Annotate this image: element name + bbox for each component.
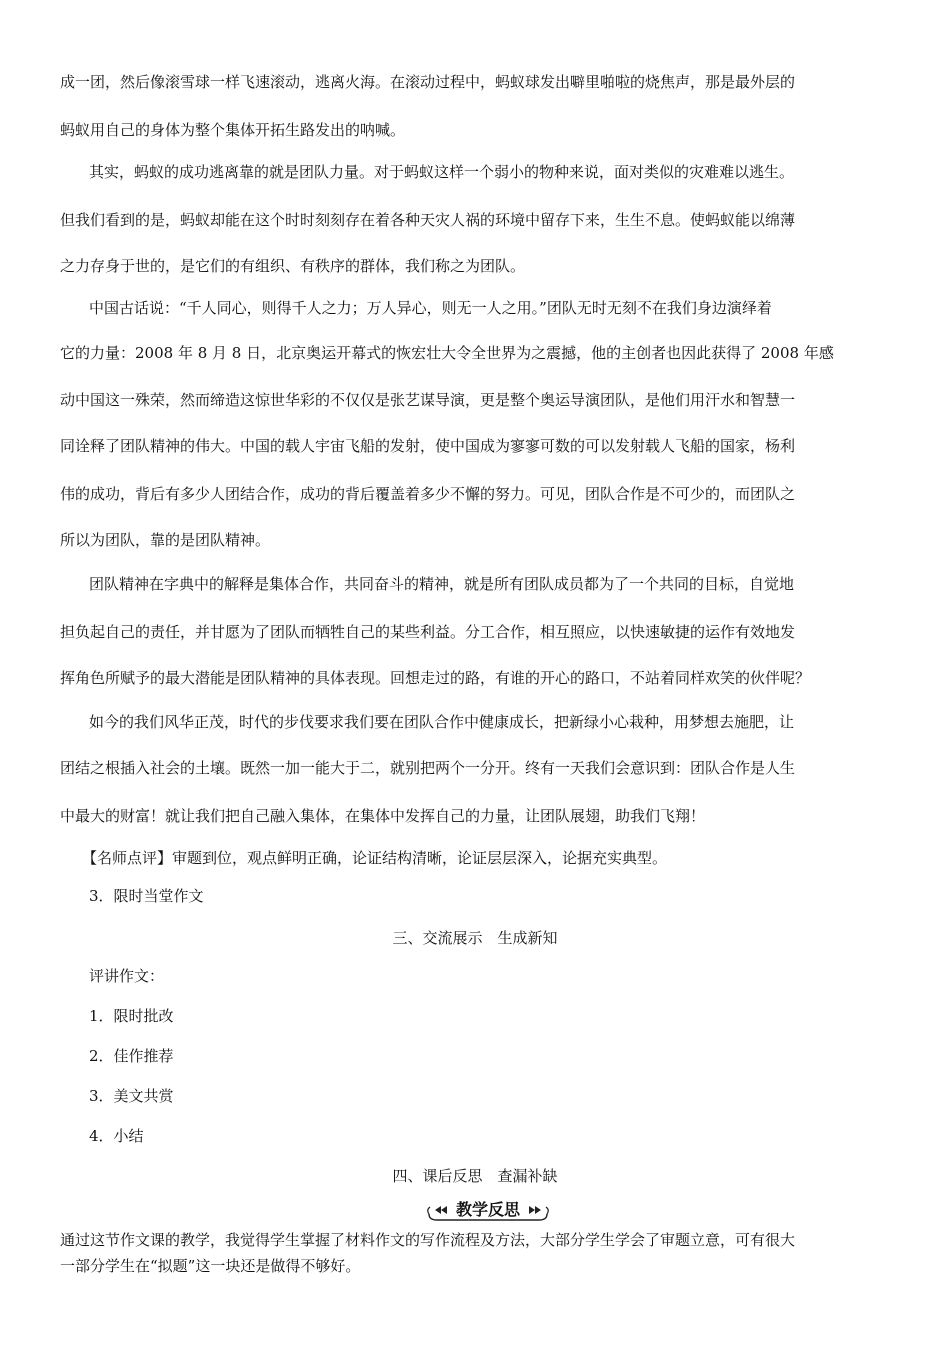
text-line: 挥角色所赋予的最大潜能是团队精神的具体表现。回想走过的路，有谁的开心的路口，不站着同样欢笑的伙伴呢？ — [60, 669, 811, 687]
text-line: 团队精神在字典中的解释是集体合作，共同奋斗的精神，就是所有团队成员都为了一个共同的目标，自觉地 — [89, 575, 795, 593]
text-line: 它的力量：2008 年 8 月 8 日，北京奥运开幕式的恢宏壮大令全世界为之震撼，他的主创者也因此获得了 2008 年感 — [60, 344, 834, 362]
text-line: 中最大的财富！就让我们把自己融入集体，在集体中发挥自己的力量，让团队展翅，助我们飞翔！ — [60, 807, 706, 825]
list-item: 3．美文共赏 — [89, 1087, 174, 1105]
teacher-comment: 【名师点评】审题到位，观点鲜明正确，论证结构清晰，论证层层深入，论据充实典型。 — [82, 849, 668, 867]
list-item: 4．小结 — [89, 1127, 144, 1145]
review-label: 评讲作文： — [89, 967, 165, 985]
text-line: 中国古话说：“千人同心，则得千人之力；万人异心，则无一人之用。”团队无时无刻不在我们身边演绎着 — [89, 299, 772, 317]
section-title: 三、交流展示 生成新知 — [392, 929, 558, 947]
list-item: 1．限时批改 — [89, 1007, 174, 1025]
text-line: 但我们看到的是，蚂蚁却能在这个时时刻刻存在着各种天灾人祸的环境中留存下来，生生不息。使蚂蚁能以绵薄 — [60, 211, 796, 229]
text-line: 如今的我们风华正茂，时代的步伐要求我们要在团队合作中健康成长，把新绿小心栽种，用梦想去施肥，让 — [89, 713, 795, 731]
badge-label: 教学反思 — [455, 1200, 520, 1219]
reflection-badge — [423, 1198, 553, 1224]
text-line: 一部分学生在“拟题”这一块还是做得不够好。 — [60, 1257, 361, 1275]
section-title: 四、课后反思 查漏补缺 — [392, 1167, 558, 1185]
text-line: 之力存身于世的，是它们的有组织、有秩序的群体，我们称之为团队。 — [60, 257, 526, 275]
text-line: 同诠释了团队精神的伟大。中国的载人宇宙飞船的发射，使中国成为寥寥可数的可以发射载人飞船的国家，杨利 — [60, 437, 796, 455]
text-line: 动中国这一殊荣，然而缔造这惊世华彩的不仅仅是张艺谋导演，更是整个奥运导演团队，是他们用汗水和智慧一 — [60, 391, 796, 409]
text-line: 通过这节作文课的教学，我觉得学生掌握了材料作文的写作流程及方法，大部分学生学会了审题立意，可有很大 — [60, 1231, 796, 1249]
text-line: 担负起自己的责任，并甘愿为了团队而牺牲自己的某些利益。分工合作，相互照应，以快速敏捷的运作有效地发 — [60, 623, 796, 641]
list-item: 2．佳作推荐 — [89, 1047, 174, 1065]
text-line: 蚂蚁用自己的身体为整个集体开拓生路发出的呐喊。 — [60, 121, 406, 139]
text-line: 成一团，然后像滚雪球一样飞速滚动，逃离火海。在滚动过程中，蚂蚁球发出噼里啪啦的烧焦声，那是最外层的 — [60, 73, 796, 91]
list-item: 3．限时当堂作文 — [89, 887, 204, 905]
text-line: 伟的成功，背后有多少人团结合作，成功的背后覆盖着多少不懈的努力。可见，团队合作是不可少的，而团队之 — [60, 485, 796, 503]
text-line: 其实，蚂蚁的成功逃离靠的就是团队力量。对于蚂蚁这样一个弱小的物种来说，面对类似的灾难难以逃生。 — [89, 163, 795, 181]
text-line: 团结之根插入社会的土壤。既然一加一能大于二，就别把两个一分开。终有一天我们会意识到：团队合作是人生 — [60, 759, 796, 777]
text-line: 所以为团队，靠的是团队精神。 — [60, 531, 271, 549]
